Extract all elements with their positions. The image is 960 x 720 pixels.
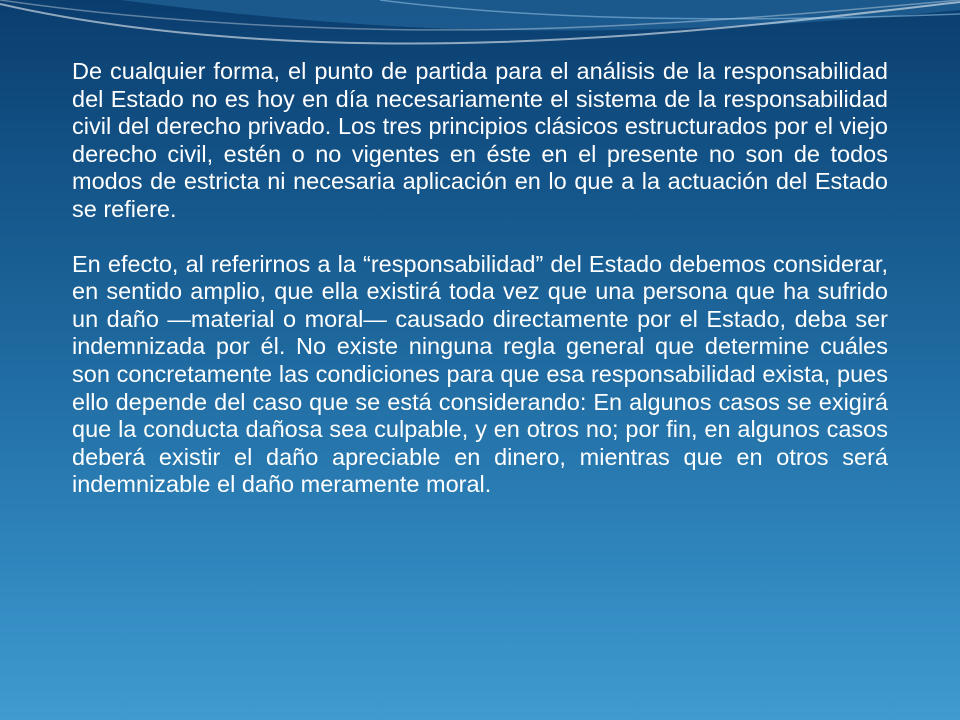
paragraph-2: En efecto, al referirnos a la “responsabilidad” del Estado debemos considerar, en sentido amplio, que ella existirá toda vez que una persona que ha sufrido un daño —material o moral— causado directamente por el Estado, deba ser indemnizada por él. No existe ninguna regla general que determine cuáles son concretamente las condiciones para que esa responsabilidad exista, pues ello depende del caso que se está considerando: En algunos casos se exigirá que la conducta dañosa sea culpable, y en otros no; por fin, en algunos casos deberá existir el daño apreciable en dinero, mientras que en otros será indemnizable el daño meramente moral. <box>72 250 888 498</box>
slide-body-text <box>72 58 888 499</box>
paragraph-1: De cualquier forma, el punto de partida para el análisis de la responsabilidad del Estado no es hoy en día necesariamente el sistema de la responsabilidad civil del derecho privado. Los tres principios clásicos estructurados por el viejo derecho civil, estén o no vigentes en éste en el presente no son de todos modos de estricta ni necesaria aplicación en lo que a la actuación del Estado se refiere. <box>72 58 888 222</box>
wave-shape-back <box>0 0 960 31</box>
